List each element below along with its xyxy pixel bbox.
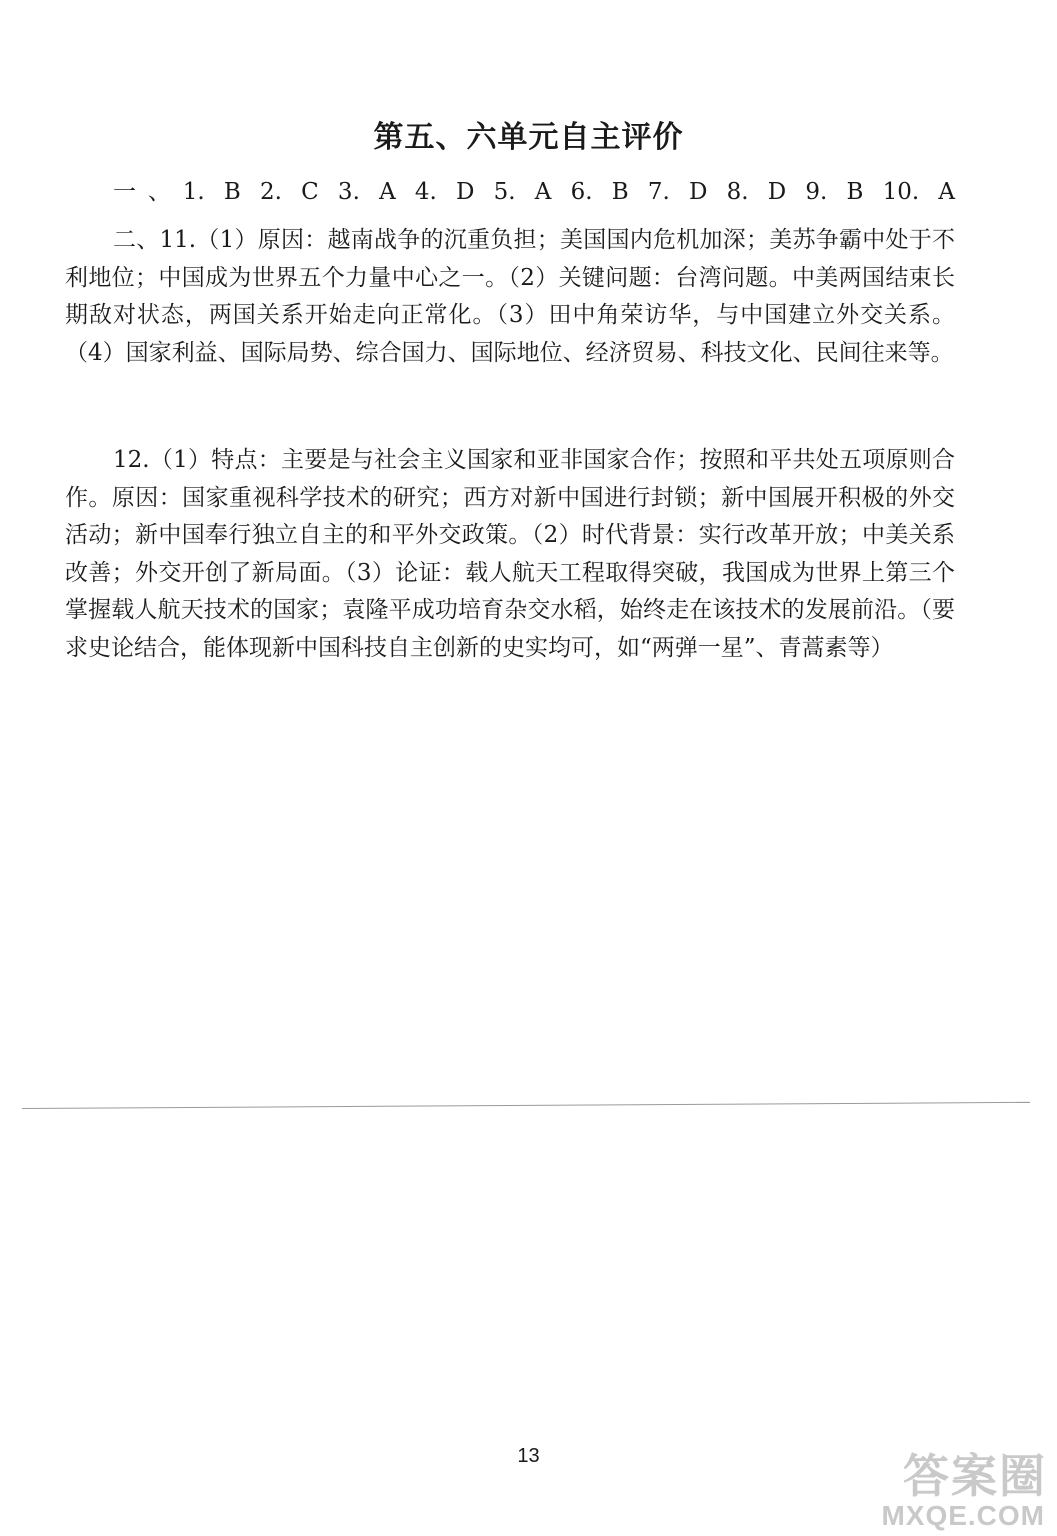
page-number: 13 (517, 1445, 540, 1467)
watermark-logo: 答案圈 (903, 1450, 1047, 1502)
question-11-answer: 二、11.（1）原因：越南战争的沉重负担；美国国内危机加深；美苏争霸中处于不利地位；中国成为世界五个力量中心之一。（2）关键问题：台湾问题。中美两国结束长期敌对状态，两国关系开始走向正常化。（3）田中角荣访华，与中国建立外交关系。（4）国家利益、国际局势、综合国力、国际地位、经济贸易、科技文化、民间往来等。 (65, 227, 955, 366)
watermark (871, 1440, 1051, 1532)
watermark-url: MXQE.COM (881, 1500, 1045, 1531)
page-divider (22, 1102, 1030, 1109)
question-12-answer: 12.（1）特点：主要是与社会主义国家和亚非国家合作；按照和平共处五项原则合作。原因：国家重视科学技术的研究；西方对新中国进行封锁；新中国展开积极的外交活动；新中国奉行独立自主的和平外交政策。（2）时代背景：实行改革开放；中美关系改善；外交开创了新局面。（3）论证：载人航天工程取得突破，我国成为世界上第三个掌握载人航天技术的国家；袁隆平成功培育杂交水稻，始终走在该技术的发展前沿。（要求史论结合，能体现新中国科技自主创新的史实均可，如“两弹一星”、青蒿素等） (65, 447, 955, 661)
multiple-choice-answers: 一、1. B 2. C 3. A 4. D 5. A 6. B 7. D 8. D 9. B 10. A (113, 179, 955, 205)
page-title: 第五、六单元自主评价 (373, 120, 684, 155)
